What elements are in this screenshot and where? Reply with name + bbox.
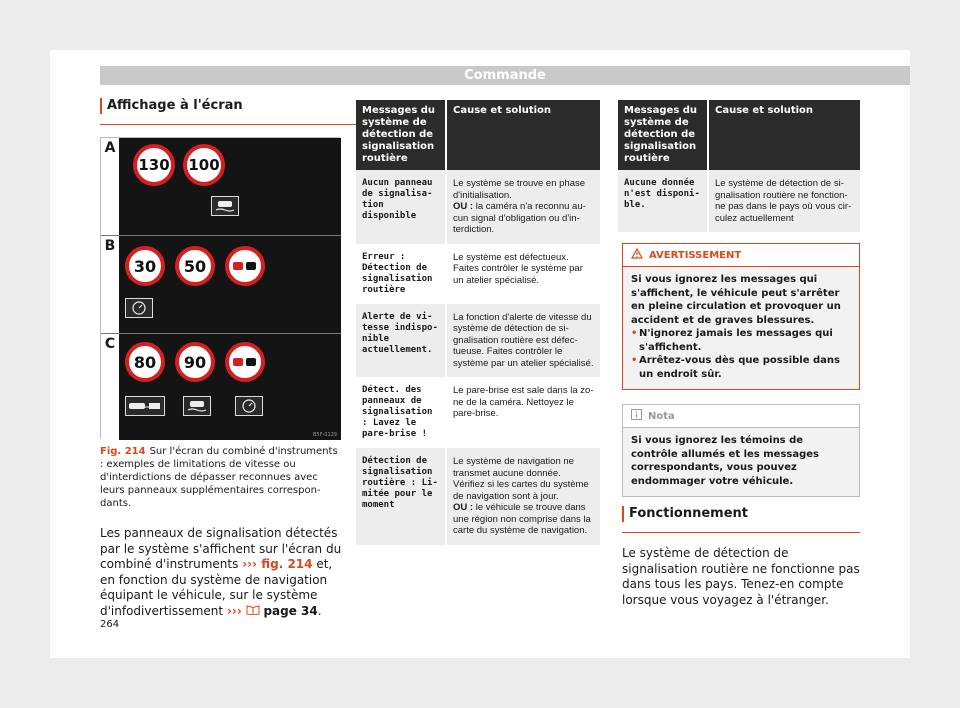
book-icon	[246, 604, 260, 618]
note-box	[622, 404, 860, 497]
panel-label-a: A	[101, 138, 119, 235]
table-row: Détect. des panneaux de signalisation : Lavez le pare-brise ! Le pare-brise est sale dans la zone de la caméra. Nettoyez le pare-brise.	[356, 377, 600, 448]
info-icon	[631, 409, 642, 423]
page-link[interactable]: page 34	[263, 603, 318, 618]
warning-box	[622, 243, 860, 390]
list-item: • Arrêtez-vous dès que possible dans un endroit sûr.	[631, 354, 851, 381]
note-text: Si vous ignorez les témoins de contrôle allumés et les messages correspondants, vous pouvez endommager votre véhicule.	[631, 435, 819, 487]
figure-panel-b	[101, 236, 341, 334]
note-title: Nota	[648, 410, 675, 422]
messages-table-2	[618, 100, 860, 232]
caption-text: Sur l'écran du combiné d'instruments : exemples de limitations de vitesse ou d'interdictions de dépasser reconnues avec leurs panneaux supplémentaires correspondants.	[100, 446, 338, 509]
table-header-cause: Cause et solution	[446, 100, 600, 170]
warning-title: AVERTISSEMENT	[649, 249, 742, 261]
list-item: • N'ignorez jamais les messages qui s'affichent.	[631, 327, 851, 354]
fonctionnement-text: Le système de détection de signalisation routière ne fonctionne pas dans tous les pays. Tenez-en compte lorsque vous voyagez à l'étranger.	[622, 546, 860, 607]
messages-table-1	[356, 100, 600, 545]
figure-caption	[100, 445, 340, 510]
table-row: Détection de signalisation routière : Limitée pour le moment Le système de navigation ne transmet aucune donnée. Vérifiez si les cartes du système de navigation sont à jour. OU : le véhicule se trouve dans une région non comprise dans la carte du système de navigation.	[356, 448, 600, 545]
page-header: Commande	[100, 66, 910, 85]
warning-text: Si vous ignorez les messages qui s'affichent, le véhicule peut s'arrêter en pleine circulation et provoquer un accident et de graves blessures.	[631, 274, 841, 326]
table-row: Aucune donnée n'est disponible. Le système de détection de signalisation routière ne fonctionne pas dans le pays où vous circulez actuellement	[618, 170, 860, 232]
table-header-cause: Cause et solution	[708, 100, 860, 170]
section-rule	[622, 532, 860, 533]
page-number: 264	[100, 619, 120, 630]
figure-panel-c	[101, 334, 341, 440]
left-column	[100, 98, 392, 619]
no-overtaking-sign	[225, 342, 265, 382]
speed-limit-sign: 80	[125, 342, 165, 382]
timer-icon	[125, 298, 153, 318]
car-trailer-icon	[125, 396, 165, 416]
intro-paragraph: Les panneaux de signalisation détectés par le système s'affichent sur l'écran du combiné d'instruments ››› fig. 214 et, en fonction du système de navigation équipant le véhicule, sur le système d'infodivertissement ››› page 34.	[100, 526, 342, 618]
section-title-display: Affichage à l'écran	[100, 98, 392, 114]
figure-panel-a	[101, 138, 341, 236]
manual-page	[50, 50, 910, 658]
warning-triangle-icon	[631, 248, 643, 262]
panel-label-c: C	[101, 334, 119, 440]
wet-road-icon	[211, 196, 239, 216]
section-title-fonctionnement: Fonctionnement	[622, 506, 860, 522]
section-fonctionnement	[622, 506, 860, 533]
fig-link[interactable]: ››› fig. 214	[242, 557, 313, 571]
section-rule	[100, 124, 392, 125]
table-row: Erreur : Détection de signalisation routière Le système est défectueux. Faites contrôler le système par un atelier spécialisé.	[356, 244, 600, 304]
table-row: Aucun panneau de signalisation disponible Le système se trouve en phase d'initialisation. OU : la caméra n'a reconnu aucun signal d'obligation ou d'interdiction.	[356, 170, 600, 244]
speed-limit-sign: 90	[175, 342, 215, 382]
panel-label-b: B	[101, 236, 119, 333]
figure-ref: Fig. 214	[100, 446, 146, 457]
page-link-arrow[interactable]: ›››	[226, 603, 242, 618]
table-header-messages: Messages du système de détection de signalisation routière	[618, 100, 708, 170]
table-header-messages: Messages du système de détection de signalisation routière	[356, 100, 446, 170]
speed-limit-sign: 30	[125, 246, 165, 286]
figure-214	[100, 137, 340, 439]
speed-limit-sign: 100	[183, 144, 225, 186]
figure-code: B5F-0129	[312, 432, 337, 438]
table-row: Alerte de vitesse indisponible actuellement. La fonction d'alerte de vitesse du système de détection de signalisation routière est défectueuse. Faites contrôler le système par un atelier spécialisé.	[356, 304, 600, 378]
timer-icon	[235, 396, 263, 416]
no-overtaking-sign	[225, 246, 265, 286]
speed-limit-sign: 130	[133, 144, 175, 186]
speed-limit-sign: 50	[175, 246, 215, 286]
wet-road-icon	[183, 396, 211, 416]
